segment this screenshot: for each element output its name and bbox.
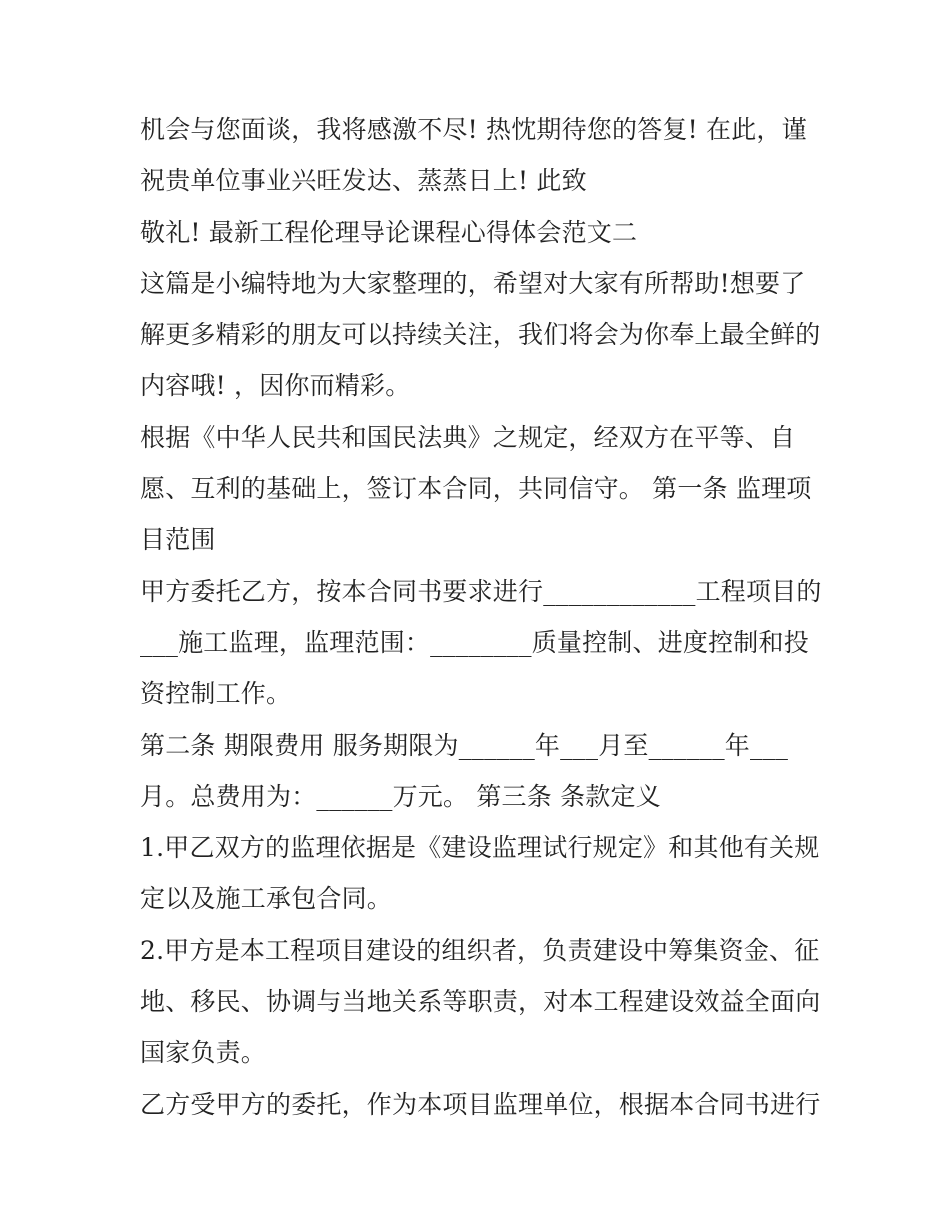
text-line: 定以及施工承包合同。: [140, 884, 393, 914]
text-line: 目范围: [140, 525, 216, 555]
document-body: [140, 104, 830, 1130]
text-line: 根据《中华人民共和国民法典》之规定，经双方在平等、自: [140, 422, 796, 452]
text-line: 机会与您面谈，我将感激不尽! 热忱期待您的答复! 在此，谨: [140, 115, 807, 144]
text-line: 地、移民、协调与当地关系等职责，对本工程建设效益全面向: [140, 987, 821, 1017]
text-line: 第二条 期限费用 服务期限为______年___月至______年___: [140, 730, 789, 760]
text-line: 资控制工作。: [140, 679, 292, 709]
text-line: 乙方受甲方的委托，作为本项目监理单位，根据本合同书进行: [140, 1089, 821, 1119]
text-line: 甲方委托乙方，按本合同书要求进行____________工程项目的: [140, 576, 822, 606]
text-line: 国家负责。: [140, 1038, 267, 1068]
text-line: 敬礼! 最新工程伦理导论课程心得体会范文二: [140, 217, 638, 247]
text-line: 2.甲方是本工程项目建设的组织者，负责建设中筹集资金、征: [140, 935, 820, 965]
text-line: 内容哦! ，因你而精彩。: [140, 371, 411, 401]
text-line: 1.甲乙双方的监理依据是《建设监理试行规定》和其他有关规: [140, 833, 820, 863]
text-line: 祝贵单位事业兴旺发达、蒸蒸日上! 此致: [140, 166, 587, 196]
text-line: 这篇是小编特地为大家整理的，希望对大家有所帮助!想要了: [140, 268, 806, 298]
text-line: 解更多精彩的朋友可以持续关注，我们将会为你奉上最全鲜的: [140, 320, 821, 350]
text-line: ___施工监理，监理范围：________质量控制、进度控制和投: [140, 627, 809, 657]
text-line: 愿、互利的基础上，签订本合同，共同信守。 第一条 监理项: [140, 474, 812, 504]
text-line: 月。总费用为：______万元。 第三条 条款定义: [140, 781, 661, 811]
